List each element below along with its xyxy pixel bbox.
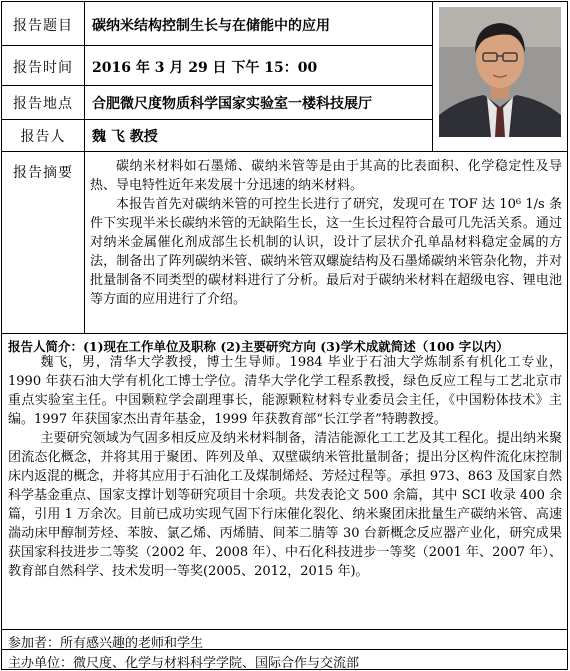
bio-paragraph: 主要研究领域为气固多相反应及纳米材料制备，清洁能源化工工艺及其工程化。提出纳米聚团流态化概念，并将其用于聚团、阵列及单、双壁碳纳米管批量制备；提出分区构件流化床控制床内返混的概念，并将其应用于石油化工及煤制烯烃、芳烃过程等。承担 973、863 及国家自然科学基金重点、国家支撑计划等研究项目十余项。共发表论文 500 余篇，其中 SCI 收录 400 余篇，引用 1 万余次。目前已成功实现气固下行床催化裂化、纳米聚团床批量生产碳纳米管、高速湍动床甲醇制芳烃、苯胺、氯乙烯、丙烯腈、间苯二腈等 30 台新概念反应器产业化，研究成果获国家科技进步二等奖（2002 年、2008 年）、中石化科技进步一等奖（2001 年、2007 年）、教育部自然科学、技术发明一等奖(2005、2012，2015 年)。: [8, 431, 562, 579]
row-divider: [2, 629, 567, 630]
seminar-notice-table: [1, 1, 568, 670]
column-divider: [432, 2, 433, 151]
talk-title: 碳纳米结构控制生长与在储能中的应用: [92, 18, 330, 34]
row-divider: [2, 151, 567, 152]
bio-paragraph: 魏飞，男，清华大学教授，博士生导师。1984 毕业于石油大学炼制系有机化工专业，1990 年获石油大学有机化工博士学位。清华大学化学工程系教授，绿色反应工程与工艺北京市重点实验室主任。中国颗粒学会副理事长，能源颗粒材料专业委员会主任，《中国粉体技术》主编。1997 年获国家杰出青年基金，1999 年获教育部“长江学者”特聘教授。: [8, 355, 562, 427]
speaker-portrait-image: [439, 7, 561, 137]
speaker-label: 报告人: [20, 129, 66, 145]
bio-heading: 报告人简介：(1)现在工作单位及职称 (2)主要研究方向 (3)学术成就简述（100 字以内）: [8, 339, 509, 354]
abstract-label: 报告摘要: [13, 165, 73, 181]
time-label: 报告时间: [13, 60, 73, 76]
row-divider: [2, 45, 432, 46]
speaker-name: 魏 飞 教授: [92, 129, 158, 145]
row-divider: [2, 85, 432, 86]
talk-place: 合肥微尺度物质科学国家实验室一楼科技展厅: [92, 96, 372, 112]
column-divider: [84, 2, 85, 333]
row-divider: [2, 333, 567, 334]
abstract-paragraph: 本报告首先对碳纳米管的可控生长进行了研究，发现可在 TOF 达 10⁶ 1/s 条件下实现半米长碳纳米管的无缺陷生长，这一生长过程符合最可几先活关系。通过对纳米金属催化剂成部生长机制的认识，设计了层状介孔单晶材料稳定金属的方法，制备出了阵列碳纳米管、碳纳米管双螺旋结构及石墨烯碳纳米管杂化物，并对批量制备不同类型的碳材料进行了分析。最后对于碳纳米材料在超级电容、锂电池等方面的应用进行了介绍。: [90, 197, 562, 307]
title-label: 报告题目: [13, 18, 73, 34]
row-divider: [2, 119, 432, 120]
abstract-paragraph: 碳纳米材料如石墨烯、碳纳米管等是由于其高的比表面积、化学稳定性及导热、导电特性近年来发展十分迅速的纳米材料。: [90, 159, 562, 193]
abstract-text: [90, 157, 562, 309]
talk-time: 2016 年 3 月 29 日 下午 15：00: [92, 60, 318, 76]
organizers: 主办单位：微尺度、化学与材料科学学院、国际合作与交流部: [8, 656, 360, 671]
place-label: 报告地点: [13, 96, 73, 112]
speaker-photo: [439, 7, 561, 137]
attendees: 参加者：所有感兴趣的老师和学生: [8, 636, 204, 651]
bio-text: [8, 353, 562, 581]
